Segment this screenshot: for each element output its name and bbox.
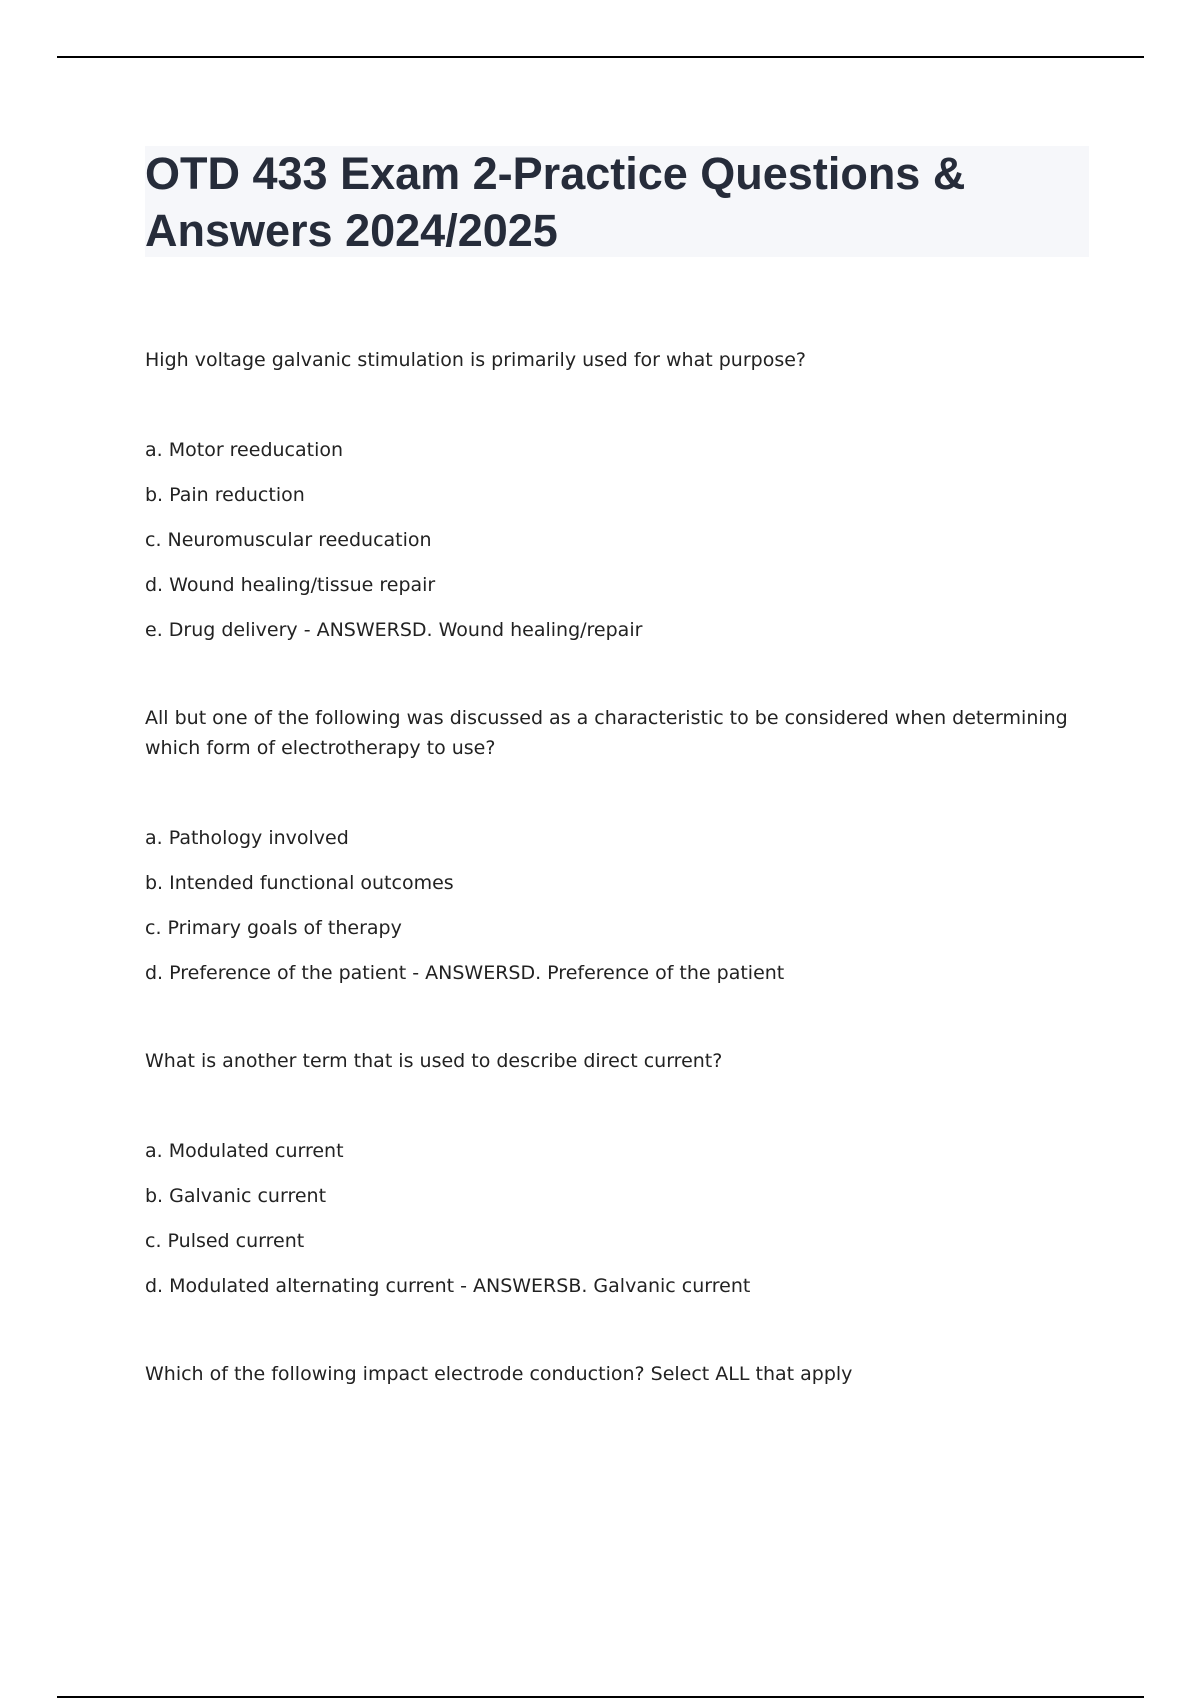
question-block — [145, 1359, 1095, 1389]
question-text: Which of the following impact electrode conduction? Select ALL that apply — [145, 1363, 853, 1385]
answer-option: c. Primary goals of therapy — [145, 917, 402, 939]
question-block — [145, 1046, 1095, 1316]
answer-options — [145, 823, 1095, 1003]
question-text: What is another term that is used to describe direct current? — [145, 1050, 723, 1072]
answer-option: e. Drug delivery - ANSWERSD. Wound healing/repair — [145, 619, 643, 641]
question-list — [145, 345, 1095, 1389]
footer-rule — [57, 1696, 1144, 1698]
answer-option: c. Neuromuscular reeducation — [145, 529, 432, 551]
answer-option: b. Intended functional outcomes — [145, 872, 454, 894]
answer-options — [145, 435, 1095, 660]
answer-option: a. Modulated current — [145, 1140, 344, 1162]
answer-option: b. Galvanic current — [145, 1185, 327, 1207]
answer-option: b. Pain reduction — [145, 484, 305, 506]
answer-option: d. Preference of the patient - ANSWERSD. Preference of the patient — [145, 962, 785, 984]
answer-option: a. Motor reeducation — [145, 439, 344, 461]
question-block — [145, 703, 1095, 1003]
title-block — [145, 146, 1089, 257]
question-text: All but one of the following was discussed as a characteristic to be considered when determining which form of electrotherapy to use? — [145, 707, 1068, 759]
question-text: High voltage galvanic stimulation is primarily used for what purpose? — [145, 349, 807, 371]
answer-option: a. Pathology involved — [145, 827, 349, 849]
answer-option: d. Wound healing/tissue repair — [145, 574, 436, 596]
question-block — [145, 345, 1095, 660]
document-title: OTD 433 Exam 2-Practice Questions & Answers 2024/2025 — [145, 148, 966, 256]
answer-option: d. Modulated alternating current - ANSWERSB. Galvanic current — [145, 1275, 751, 1297]
header-rule — [57, 56, 1144, 58]
answer-options — [145, 1136, 1095, 1316]
answer-option: c. Pulsed current — [145, 1230, 305, 1252]
